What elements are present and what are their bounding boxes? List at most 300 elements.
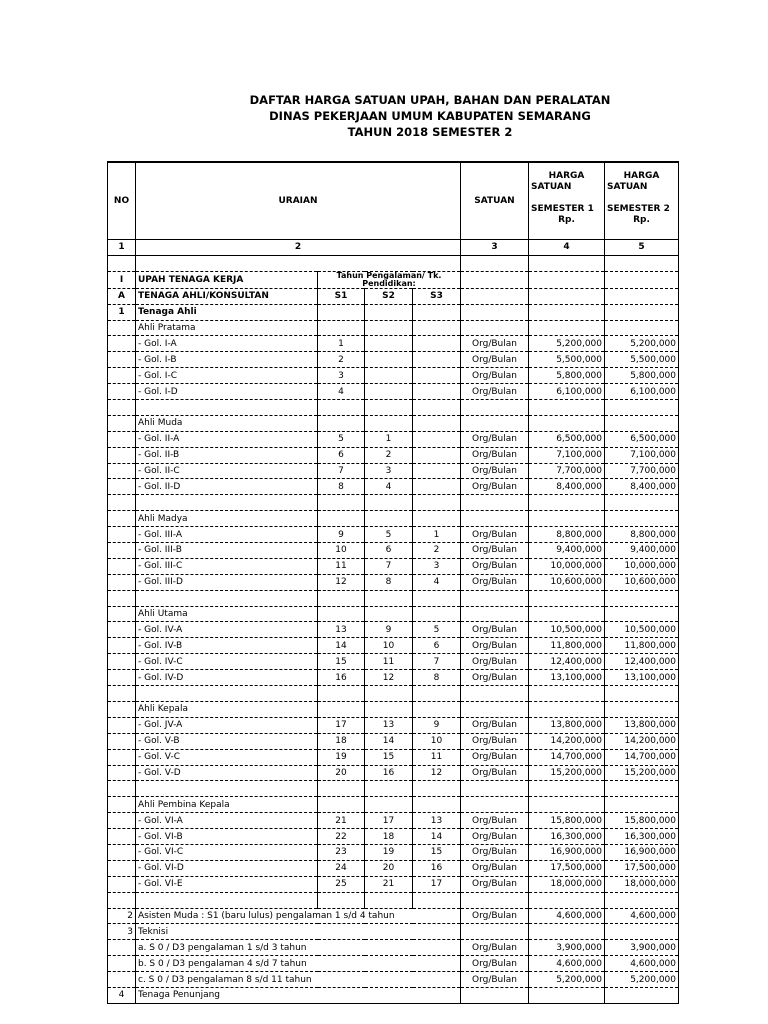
table-row: [108, 972, 679, 988]
table-cell: [413, 606, 461, 622]
table-cell: [318, 892, 365, 908]
table-cell: [413, 400, 461, 416]
row-price-semester-1: 8,800,000: [529, 527, 605, 543]
asisten-label: Asisten Muda : S1 (baru lulus) pengalaman 1 s/d 4 tahun: [136, 908, 461, 924]
row-s1: 18: [318, 733, 365, 749]
row-label: - Gol. I-B: [136, 352, 318, 368]
row-price-semester-1: 5,500,000: [529, 352, 605, 368]
colnum-5: 5: [605, 240, 679, 256]
row-s1: 3: [318, 368, 365, 384]
row-unit: Org/Bulan: [461, 940, 529, 956]
row-s2: [365, 352, 413, 368]
table-cell: [365, 400, 413, 416]
header-harga1-line1: HARGA: [548, 171, 585, 181]
row-price-semester-2: 5,500,000: [605, 352, 679, 368]
table-cell: [365, 701, 413, 717]
table-cell: [365, 415, 413, 431]
row-s2: 6: [365, 543, 413, 559]
col-s1-header: S1: [318, 288, 365, 304]
row-s1: 1: [318, 336, 365, 352]
table-cell: [108, 336, 136, 352]
category-label: Ahli Pratama: [136, 320, 318, 336]
col-s3-header: S3: [413, 288, 461, 304]
row-s2: 13: [365, 717, 413, 733]
row-price-semester-1: 4,600,000: [529, 908, 605, 924]
row-label: b. S 0 / D3 pengalaman 4 s/d 7 tahun: [136, 956, 461, 972]
table-cell: [108, 431, 136, 447]
row-s1: 21: [318, 813, 365, 829]
row-label: - Gol. III-C: [136, 558, 318, 574]
header-harga1-line2: SATUAN: [531, 182, 572, 192]
table-cell: [413, 320, 461, 336]
row-s1: 19: [318, 749, 365, 765]
row-s1: 6: [318, 447, 365, 463]
table-cell: [413, 415, 461, 431]
header-uraian: URAIAN: [136, 162, 461, 240]
row-s3: [413, 431, 461, 447]
row-unit: Org/Bulan: [461, 860, 529, 876]
row-s2: [365, 368, 413, 384]
subsection-label: TENAGA AHLI/KONSULTAN: [136, 288, 318, 304]
table-cell: [605, 606, 679, 622]
table-row: [108, 844, 679, 860]
row-price-semester-1: 16,900,000: [529, 844, 605, 860]
table-cell: [413, 495, 461, 511]
row-unit: Org/Bulan: [461, 972, 529, 988]
row-unit: Org/Bulan: [461, 368, 529, 384]
category-row: [108, 797, 679, 813]
row-price-semester-1: 14,700,000: [529, 749, 605, 765]
row-s2: 4: [365, 479, 413, 495]
row-label: - Gol. VI-D: [136, 860, 318, 876]
column-number-row: [108, 240, 679, 256]
row-s2: 2: [365, 447, 413, 463]
row-s3: [413, 463, 461, 479]
table-header-row: [108, 162, 679, 240]
category-label: Ahli Kepala: [136, 701, 318, 717]
row-label: - Gol. VI-C: [136, 844, 318, 860]
teknisi-no: 3: [108, 924, 136, 940]
table-row: [108, 368, 679, 384]
spacer-row: [108, 255, 679, 271]
row-s3: 7: [413, 654, 461, 670]
table-cell: [108, 701, 136, 717]
row-s2: 9: [365, 622, 413, 638]
row-s1: 13: [318, 622, 365, 638]
table-cell: [605, 686, 679, 702]
row-s3: 2: [413, 543, 461, 559]
row-unit: Org/Bulan: [461, 384, 529, 400]
row-price-semester-1: 8,400,000: [529, 479, 605, 495]
table-cell: [318, 797, 365, 813]
row-unit: Org/Bulan: [461, 717, 529, 733]
row-price-semester-2: 6,100,000: [605, 384, 679, 400]
asisten-row: [108, 908, 679, 924]
row-s1: 22: [318, 829, 365, 845]
table-cell: [605, 781, 679, 797]
row-s1: 9: [318, 527, 365, 543]
row-s1: 25: [318, 876, 365, 892]
row-s1: 12: [318, 574, 365, 590]
table-row: [108, 638, 679, 654]
table-cell: [365, 511, 413, 527]
category-row: [108, 701, 679, 717]
row-s2: 16: [365, 765, 413, 781]
row-s3: [413, 368, 461, 384]
table-cell: [108, 765, 136, 781]
row-price-semester-2: 10,000,000: [605, 558, 679, 574]
row-s2: 8: [365, 574, 413, 590]
row-unit: Org/Bulan: [461, 765, 529, 781]
table-cell: [365, 781, 413, 797]
table-row: [108, 765, 679, 781]
table-cell: [108, 590, 136, 606]
table-cell: [318, 701, 365, 717]
table-cell: [108, 352, 136, 368]
table-cell: [461, 781, 529, 797]
row-label: - Gol. III-A: [136, 527, 318, 543]
row-label: - Gol. IV-B: [136, 638, 318, 654]
table-cell: [108, 844, 136, 860]
row-price-semester-2: 11,800,000: [605, 638, 679, 654]
table-row: [108, 336, 679, 352]
row-s2: 11: [365, 654, 413, 670]
row-label: - Gol. VI-B: [136, 829, 318, 845]
price-table: [107, 161, 679, 1004]
row-s3: 10: [413, 733, 461, 749]
row-price-semester-2: 10,500,000: [605, 622, 679, 638]
table-row: [108, 860, 679, 876]
row-price-semester-1: 9,400,000: [529, 543, 605, 559]
row-price-semester-2: 13,100,000: [605, 670, 679, 686]
table-cell: [605, 797, 679, 813]
table-row: [108, 654, 679, 670]
row-s3: 12: [413, 765, 461, 781]
row-s3: [413, 352, 461, 368]
row-unit: Org/Bulan: [461, 574, 529, 590]
table-cell: [108, 574, 136, 590]
table-cell: [136, 590, 318, 606]
table-cell: [605, 415, 679, 431]
row-label: - Gol. II-D: [136, 479, 318, 495]
table-cell: [318, 415, 365, 431]
row-price-semester-2: 7,100,000: [605, 447, 679, 463]
table-row: [108, 829, 679, 845]
table-cell: [529, 511, 605, 527]
colnum-3: 3: [461, 240, 529, 256]
row-s3: 5: [413, 622, 461, 638]
table-cell: [108, 638, 136, 654]
row-price-semester-1: 12,400,000: [529, 654, 605, 670]
category-row: [108, 415, 679, 431]
row-s1: 8: [318, 479, 365, 495]
table-cell: [529, 701, 605, 717]
row-s1: 14: [318, 638, 365, 654]
table-row: [108, 543, 679, 559]
colnum-4: 4: [529, 240, 605, 256]
row-price-semester-1: 5,200,000: [529, 336, 605, 352]
row-label: - Gol. III-D: [136, 574, 318, 590]
table-cell: [461, 590, 529, 606]
row-unit: Org/Bulan: [461, 749, 529, 765]
row-price-semester-1: 6,500,000: [529, 431, 605, 447]
spacer-row: [108, 495, 679, 511]
row-price-semester-2: 4,600,000: [605, 956, 679, 972]
table-row: [108, 956, 679, 972]
title-line-1: DAFTAR HARGA SATUAN UPAH, BAHAN DAN PERALATAN: [249, 93, 611, 107]
row-s1: 7: [318, 463, 365, 479]
table-cell: [529, 892, 605, 908]
table-cell: [365, 892, 413, 908]
row-price-semester-1: 4,600,000: [529, 956, 605, 972]
table-cell: [461, 415, 529, 431]
table-cell: [108, 860, 136, 876]
table-cell: [108, 876, 136, 892]
header-harga2-line1: HARGA: [623, 171, 660, 181]
row-price-semester-2: 10,600,000: [605, 574, 679, 590]
row-unit: Org/Bulan: [461, 813, 529, 829]
row-s1: 16: [318, 670, 365, 686]
table-cell: [318, 590, 365, 606]
table-cell: [108, 511, 136, 527]
spacer-row: [108, 400, 679, 416]
row-label: a. S 0 / D3 pengalaman 1 s/d 3 tahun: [136, 940, 461, 956]
row-s1: 17: [318, 717, 365, 733]
table-cell: [108, 495, 136, 511]
table-cell: [318, 606, 365, 622]
table-cell: [108, 686, 136, 702]
row-s1: 4: [318, 384, 365, 400]
table-cell: [605, 495, 679, 511]
table-cell: [108, 749, 136, 765]
category-row: [108, 606, 679, 622]
table-cell: [108, 543, 136, 559]
row-s3: [413, 479, 461, 495]
table-cell: [108, 892, 136, 908]
row-price-semester-1: 14,200,000: [529, 733, 605, 749]
row-price-semester-2: 8,800,000: [605, 527, 679, 543]
table-row: [108, 876, 679, 892]
table-cell: [529, 400, 605, 416]
row-label: - Gol. VI-E: [136, 876, 318, 892]
table-cell: [461, 511, 529, 527]
row-price-semester-2: 17,500,000: [605, 860, 679, 876]
table-cell: [529, 495, 605, 511]
table-cell: [529, 606, 605, 622]
row-s1: 2: [318, 352, 365, 368]
table-cell: [461, 606, 529, 622]
colnum-2: 2: [136, 240, 461, 256]
row-s1: 15: [318, 654, 365, 670]
row-label: - Gol. IV-D: [136, 670, 318, 686]
table-cell: [605, 701, 679, 717]
table-cell: [413, 701, 461, 717]
row-label: - Gol. IV-C: [136, 654, 318, 670]
table-cell: [605, 924, 679, 940]
row-s3: 14: [413, 829, 461, 845]
row-unit: Org/Bulan: [461, 543, 529, 559]
table-cell: [318, 781, 365, 797]
table-cell: [108, 320, 136, 336]
table-cell: [108, 813, 136, 829]
table-cell: [108, 622, 136, 638]
table-row: [108, 574, 679, 590]
row-price-semester-1: 16,300,000: [529, 829, 605, 845]
row-price-semester-1: 10,600,000: [529, 574, 605, 590]
row-s2: 14: [365, 733, 413, 749]
table-cell: [529, 924, 605, 940]
teknisi-label: Teknisi: [136, 924, 461, 940]
row-s3: 16: [413, 860, 461, 876]
row-price-semester-2: 9,400,000: [605, 543, 679, 559]
table-row: [108, 670, 679, 686]
row-price-semester-1: 5,800,000: [529, 368, 605, 384]
table-row: [108, 733, 679, 749]
subsection-row: [108, 288, 679, 304]
row-price-semester-2: 6,500,000: [605, 431, 679, 447]
row-price-semester-1: 10,000,000: [529, 558, 605, 574]
row-label: - Gol. I-A: [136, 336, 318, 352]
row-price-semester-2: 5,800,000: [605, 368, 679, 384]
table-cell: [108, 829, 136, 845]
group-no: 1: [108, 304, 136, 320]
row-unit: Org/Bulan: [461, 558, 529, 574]
colnum-1: 1: [108, 240, 136, 256]
table-cell: [365, 590, 413, 606]
table-cell: [461, 400, 529, 416]
row-unit: Org/Bulan: [461, 622, 529, 638]
row-s2: 12: [365, 670, 413, 686]
row-s2: 21: [365, 876, 413, 892]
row-price-semester-1: 18,000,000: [529, 876, 605, 892]
row-price-semester-2: 14,700,000: [605, 749, 679, 765]
header-harga-semester-1: [529, 162, 605, 240]
table-row: [108, 352, 679, 368]
row-s3: 3: [413, 558, 461, 574]
row-s1: 20: [318, 765, 365, 781]
row-price-semester-2: 7,700,000: [605, 463, 679, 479]
table-cell: [529, 415, 605, 431]
table-cell: [461, 495, 529, 511]
table-cell: [365, 606, 413, 622]
table-cell: [529, 590, 605, 606]
row-s2: 3: [365, 463, 413, 479]
spacer-row: [108, 590, 679, 606]
row-label: - Gol. V-C: [136, 749, 318, 765]
row-s3: 1: [413, 527, 461, 543]
header-satuan: SATUAN: [461, 162, 529, 240]
row-s2: 20: [365, 860, 413, 876]
row-s2: 17: [365, 813, 413, 829]
table-cell: [461, 320, 529, 336]
row-s3: [413, 384, 461, 400]
row-label: - Gol. I-C: [136, 368, 318, 384]
row-price-semester-2: 3,900,000: [605, 940, 679, 956]
category-label: Ahli Pembina Kepala: [136, 797, 318, 813]
row-unit: Org/Bulan: [461, 352, 529, 368]
row-label: - Gol. V-B: [136, 733, 318, 749]
table-row: [108, 479, 679, 495]
row-price-semester-1: 6,100,000: [529, 384, 605, 400]
table-row: [108, 717, 679, 733]
table-cell: [108, 781, 136, 797]
table-cell: [108, 606, 136, 622]
row-price-semester-2: 15,800,000: [605, 813, 679, 829]
table-row: [108, 749, 679, 765]
table-cell: [108, 956, 136, 972]
table-cell: [136, 892, 318, 908]
row-price-semester-1: 17,500,000: [529, 860, 605, 876]
table-cell: [318, 320, 365, 336]
table-cell: [605, 987, 679, 1003]
table-cell: [108, 384, 136, 400]
row-label: - Gol. II-C: [136, 463, 318, 479]
title-line-2: DINAS PEKERJAAN UMUM KABUPATEN SEMARANG: [269, 109, 591, 123]
table-row: [108, 447, 679, 463]
row-unit: Org/Bulan: [461, 829, 529, 845]
section-row: [108, 271, 679, 288]
row-s3: 17: [413, 876, 461, 892]
row-price-semester-2: 4,600,000: [605, 908, 679, 924]
table-cell: [108, 797, 136, 813]
table-cell: [318, 511, 365, 527]
row-unit: Org/Bulan: [461, 447, 529, 463]
row-label: - Gol. III-B: [136, 543, 318, 559]
row-s2: [365, 336, 413, 352]
table-cell: [461, 686, 529, 702]
table-cell: [461, 701, 529, 717]
section-pengalaman: Tahun Pengalaman/ Tk. Pendidikan:: [318, 271, 461, 288]
row-s1: 11: [318, 558, 365, 574]
table-cell: [413, 781, 461, 797]
row-unit: Org/Bulan: [461, 479, 529, 495]
table-cell: [413, 511, 461, 527]
row-price-semester-2: 18,000,000: [605, 876, 679, 892]
row-s3: 6: [413, 638, 461, 654]
table-cell: [461, 987, 529, 1003]
table-cell: [605, 320, 679, 336]
table-row: [108, 558, 679, 574]
table-cell: [108, 463, 136, 479]
row-price-semester-1: 15,800,000: [529, 813, 605, 829]
row-unit: Org/Bulan: [461, 527, 529, 543]
row-label: - Gol. II-B: [136, 447, 318, 463]
table-row: [108, 431, 679, 447]
table-cell: [461, 924, 529, 940]
header-harga2-line4: Rp.: [633, 215, 650, 225]
table-cell: [108, 972, 136, 988]
spacer-row: [108, 686, 679, 702]
subsection-no: A: [108, 288, 136, 304]
row-s1: 23: [318, 844, 365, 860]
row-price-semester-1: 10,500,000: [529, 622, 605, 638]
row-s1: 24: [318, 860, 365, 876]
table-cell: [108, 400, 136, 416]
row-price-semester-2: 14,200,000: [605, 733, 679, 749]
table-cell: [318, 400, 365, 416]
row-s2: 19: [365, 844, 413, 860]
row-s3: 9: [413, 717, 461, 733]
row-price-semester-2: 5,200,000: [605, 336, 679, 352]
row-price-semester-1: 15,200,000: [529, 765, 605, 781]
table-cell: [605, 511, 679, 527]
teknisi-row: [108, 924, 679, 940]
table-cell: [461, 892, 529, 908]
table-cell: [365, 797, 413, 813]
row-price-semester-2: 5,200,000: [605, 972, 679, 988]
header-harga-semester-2: [605, 162, 679, 240]
row-price-semester-2: 16,300,000: [605, 829, 679, 845]
